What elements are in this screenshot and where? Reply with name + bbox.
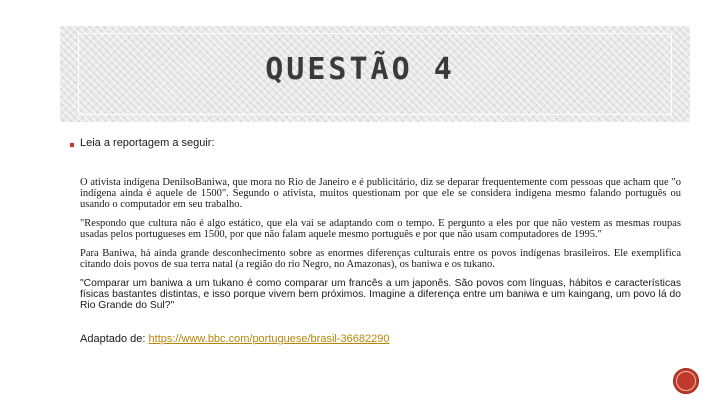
source-line (80, 333, 389, 345)
paragraph-4: "Comparar um baniwa a um tukano é como comparar um francês a um japonês. São povos com línguas, hábitos e características físicas bastantes distintas, e isso porque vivem bem próximos. Imagine a diferença entre um baniwa e um kaingang, um povo lá do Rio Grande do Sul?" (80, 278, 681, 311)
bullet-marker (70, 143, 74, 147)
article-body (80, 177, 681, 319)
source-link[interactable]: https://www.bbc.com/portuguese/brasil-36682290 (148, 333, 390, 345)
slide-title: QUESTÃO 4 (265, 52, 455, 87)
paragraph-3: Para Baniwa, há ainda grande desconhecimento sobre as enormes diferenças culturais entre os povos indígenas brasileiros. Ele exemplifica citando dois povos de sua terra natal (a região do rio Negro, no Amazonas), os baniwa e os tukano. (80, 248, 681, 270)
lead-text: Leia a reportagem a seguir: (80, 137, 215, 149)
paragraph-2: "Respondo que cultura não é algo estático, que ela vai se adaptando com o tempo. E pergunto a eles por que não vestem as mesmas roupas usadas pelos portugueses em 1500, por que não falam aquele mesmo português e por que não usam computadores de 1995." (80, 218, 681, 240)
slide-nav-button[interactable] (673, 368, 699, 394)
nav-button-ring (676, 371, 696, 391)
paragraph-1: O ativista indígena DenilsoBaniwa, que mora no Rio de Janeiro e é publicitário, diz se deparar frequentemente com pessoas que acham que "o indígena ainda é aquele de 1500". Segundo o ativista, muitos questionam por que ele se considera indígena mesmo falando português ou usando o computador em seu trabalho. (80, 177, 681, 210)
source-label: Adaptado de: (80, 333, 149, 345)
